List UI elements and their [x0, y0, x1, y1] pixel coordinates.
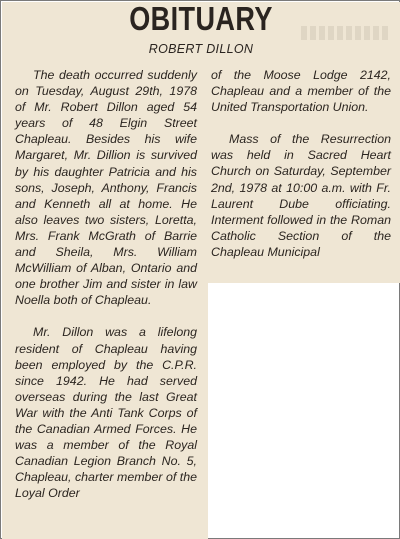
obituary-masthead — [1, 0, 400, 56]
article-paragraph: Mr. Dillon was a lifelong resident of Chapleau having been employed by the C.P.R. since 1942. He had served overseas during the last Great War with the Anti Tank Corps of the Canadian Armed Forces. He was a member of the Royal Canadian Legion Branch No. 5, Chapleau, charter member of the Loyal Order — [15, 325, 197, 501]
article-right-column — [211, 67, 391, 260]
obituary-title: OBITUARY — [129, 0, 273, 37]
article-paragraph: Mass of the Resurrection was held in Sacred Heart Church on Saturday, September 2nd, 1978 at 10:00 a.m. with Fr. Laurent Dube officiating. Interment followed in the Roman Catholic Section of the Chapleau Municipal — [211, 132, 391, 259]
article-left-column — [15, 67, 197, 501]
article-paragraph: The death occurred suddenly on Tuesday, August 29th, 1978 of Mr. Robert Dillon aged 54 years of 48 Elgin Street Chapleau. Besides his wife Margaret, Mr. Dillion is survived by his daughter Patricia and his sons, Joseph, Anthony, Francis and Kenneth all at home. He also leaves two sisters, Loretta, Mrs. Frank McGrath of Barrie and Sheila, Mrs. William McWilliam of Alban, Ontario and one brother Jim and sister in law Noella both of Chapleau. — [15, 68, 197, 308]
article-paragraph-continued: of the Moose Lodge 2142, Chapleau and a member of the United Transportation Union. — [211, 68, 391, 115]
deceased-name: ROBERT DILLON — [148, 42, 254, 56]
